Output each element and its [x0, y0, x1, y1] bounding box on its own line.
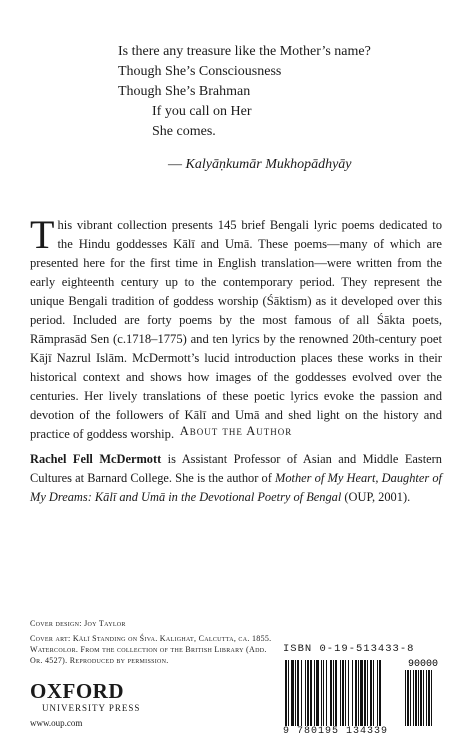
barcode-bar: [321, 660, 322, 726]
barcode-bar: [360, 660, 363, 726]
barcode-digits: 9 780195 134339: [283, 726, 389, 737]
epigraph-attribution: [168, 157, 352, 173]
barcode-addon-bar: [428, 670, 430, 726]
barcode-addon-bar: [423, 670, 424, 726]
cover-credits: [30, 618, 280, 666]
epigraph-line: If you call on Her: [152, 104, 252, 119]
price-code: 90000: [407, 659, 439, 670]
publisher-press: UNIVERSITY PRESS: [42, 703, 141, 713]
barcode-bar: [305, 660, 306, 726]
barcode-addon-bar: [426, 670, 427, 726]
barcode-addon-bar: [407, 670, 409, 726]
about-author-heading: About the Author: [179, 424, 293, 438]
barcode-addon-bars: [405, 670, 432, 726]
barcode-bar: [316, 660, 319, 726]
author-name: Rachel Fell McDermott: [30, 452, 162, 466]
barcode-bar: [355, 660, 357, 726]
barcode-bar: [297, 660, 299, 726]
epigraph-line: She comes.: [152, 124, 216, 139]
barcode-bar: [345, 660, 346, 726]
barcode-bar: [301, 660, 302, 726]
cover-design-credit: Cover design: Joy Taylor: [30, 619, 126, 628]
barcode-bar: [330, 660, 332, 726]
epigraph: [118, 42, 438, 142]
barcode-bar: [326, 660, 327, 726]
barcode-bar: [323, 660, 324, 726]
epigraph-line: Is there any treasure like the Mother’s name?: [118, 44, 371, 59]
barcode-addon-bar: [405, 670, 406, 726]
barcode-bar: [307, 660, 309, 726]
barcode-bar: [348, 660, 349, 726]
publisher-logo: [30, 680, 140, 714]
barcode-bar: [291, 660, 294, 726]
epigraph-line: Though She’s Brahman: [118, 84, 251, 99]
barcode-addon-bar: [415, 670, 417, 726]
barcode-bar: [288, 660, 289, 726]
barcode-bar: [379, 660, 381, 726]
epigraph-line: Though She’s Consciousness: [118, 64, 282, 79]
attribution-dash: —: [168, 157, 182, 172]
barcode-bar: [295, 660, 296, 726]
description-text: his vibrant collection presents 145 brief Bengali lyric poems dedicated to the Hindu goddesses Kālī and Umā. These poems—many of which are presented here for the first time in English translation—were written from the early eighteenth century up to the contemporary period. They represent the unique Bengali tradition of goddess worship (Śāktism) as it developed over this period. Included are forty poems by the most famous of all Śākta poets, Rāmprasād Sen (c.1718–1775) and ten lyrics by the renowned 20th-century poet Kājī Nazrul Islām. McDermott’s lucid introduction places these works in their historical context and shows how images of the goddesses evolved over the centuries. Her lively translations of these poetic lyrics evoke the passion and devotion of the followers of Kālī and Umā and shed light on the history and practice of goddess worship.: [30, 218, 442, 441]
barcode-bar: [340, 660, 341, 726]
barcode-bar: [364, 660, 366, 726]
barcode-bar: [285, 660, 287, 726]
isbn-label: ISBN 0-19-513433-8: [283, 643, 415, 655]
barcode-bar: [367, 660, 368, 726]
barcode-addon-bar: [413, 670, 414, 726]
isbn-barcode: [283, 658, 455, 728]
barcode-addon-bar: [420, 670, 422, 726]
barcode-bar: [335, 660, 337, 726]
barcode-bar: [314, 660, 315, 726]
barcode-bar: [310, 660, 312, 726]
book-description: [30, 212, 442, 444]
barcode-bar: [342, 660, 344, 726]
barcode-bar: [352, 660, 353, 726]
isbn-block: [283, 643, 453, 655]
drop-cap: T: [30, 212, 55, 257]
barcode-bar: [377, 660, 378, 726]
barcode-bar: [333, 660, 334, 726]
barcode-addon-bar: [410, 670, 411, 726]
barcode-addon-bar: [418, 670, 419, 726]
barcode-bars: [285, 660, 381, 726]
barcode-bar: [373, 660, 374, 726]
barcode-addon-bar: [431, 670, 432, 726]
barcode-bar: [358, 660, 359, 726]
bio-text-end: (OUP, 2001).: [341, 490, 411, 504]
cover-art-credit: Cover art: Kālī Standing on Śiva. Kalighat, Calcutta, ca. 1855. Watercolor. From the collection of the British Library (Add. Or. 4527). Reproduced by permission.: [30, 634, 272, 665]
bio-text: is Assistant Professor of Asian and Middle Eastern Cultures at Barnard College. She is the author of: [30, 452, 442, 485]
publisher-name: OXFORD: [30, 679, 124, 703]
attribution-name: Kalyāṇkumār Mukhopādhyāy: [185, 157, 352, 172]
publisher-website: www.oup.com: [30, 718, 83, 728]
author-bio: [30, 450, 442, 507]
book-title: Mother of My Heart, Daughter of My Dreams: Kālī and Umā in the Devotional Poetry of Bengal: [30, 471, 442, 504]
barcode-bar: [370, 660, 372, 726]
